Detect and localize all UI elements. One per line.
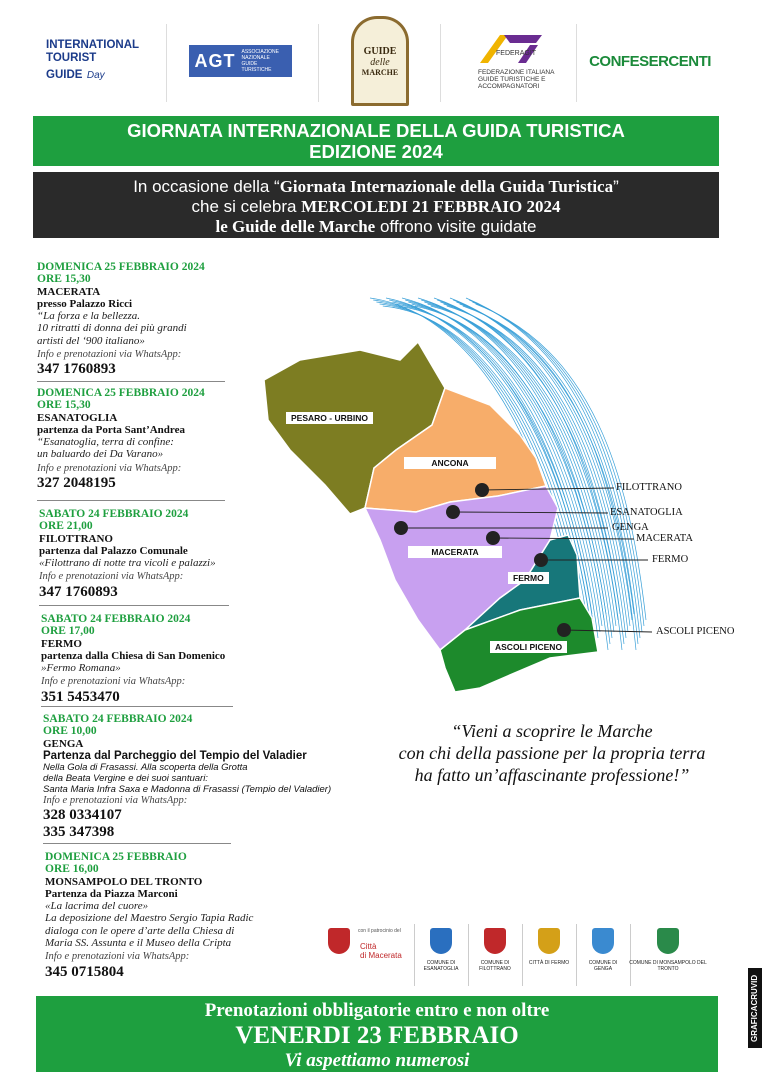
city-ascoli-piceno: ASCOLI PICENO (656, 626, 735, 637)
event-info: Info e prenotazioni via WhatsApp: (37, 462, 182, 474)
esanatoglia-crest-icon (430, 928, 452, 954)
intro-a2: Giornata Internazionale della Guida Turistica (279, 177, 614, 196)
macerata-name1: Città (360, 942, 377, 951)
macerata-crest-icon (328, 928, 350, 954)
crest-fermo (526, 928, 572, 966)
event-time: ORE 17,00 (41, 625, 95, 638)
label-ascoli-piceno: ASCOLI PICENO (490, 641, 567, 653)
intro-b2: MERCOLEDI 21 FEBBRAIO 2024 (301, 197, 561, 216)
event-time: ORE 21,00 (39, 520, 93, 533)
event-info: Info e prenotazioni via WhatsApp: (41, 676, 186, 688)
event-phone[interactable]: 327 2048195 (37, 475, 116, 492)
federagit-name: FEDERAGIT (496, 49, 537, 57)
intro-c1: le Guide delle Marche (215, 217, 376, 236)
event-date: SABATO 24 FEBBRAIO 2024 (43, 713, 193, 725)
event-place: GENGA (43, 737, 84, 750)
agt-sub: ASSOCIAZIONE NAZIONALE GUIDE TURISTICHE (241, 49, 280, 73)
event-where: partenza da Porta Sant’Andrea (37, 423, 185, 436)
macerata-name (360, 942, 402, 960)
federagit-logo (478, 18, 568, 104)
event-desc: un baluardo dei Da Varano» (37, 448, 164, 461)
event-phone[interactable]: 328 0334107 (43, 807, 122, 824)
crest-genga (580, 928, 626, 972)
event-info: Info e prenotazioni via WhatsApp: (39, 571, 184, 583)
event-place: MACERATA (37, 285, 101, 298)
event-desc: “La forza e la bellezza. (37, 310, 140, 323)
city-macerata: MACERATA (636, 533, 693, 544)
macerata-patronage-text: con il patrocinio del (358, 928, 401, 934)
city-esanatoglia: ESANATOGLIA (610, 507, 683, 518)
event-time: ORE 15,30 (37, 399, 91, 412)
event-desc: Maria SS. Assunta e il Museo della Cripta (45, 937, 232, 950)
crest-separator (468, 924, 469, 986)
event-time: ORE 16,00 (45, 863, 99, 876)
event-desc: artisti del ‘900 italiano» (37, 334, 145, 347)
event-time: ORE 10,00 (43, 725, 97, 738)
itg-line2: TOURIST (46, 52, 97, 64)
event-place: MONSAMPOLO DEL TRONTO (45, 875, 203, 888)
crest-macerata (326, 928, 352, 954)
intro-a3: ” (613, 177, 619, 196)
title-banner (33, 116, 719, 166)
quote-line2: con chi della passione per la propria terra (398, 743, 706, 763)
confesercenti-logo (590, 18, 710, 104)
gdm-line3: MARCHE (361, 67, 399, 77)
crest-label: CITTÀ DI FERMO (528, 960, 570, 966)
footer-banner (36, 996, 718, 1072)
quote-line3: ha fatto un’affascinante professione!” (414, 765, 690, 785)
event-date: DOMENICA 25 FEBBRAIO 2024 (37, 261, 205, 273)
event-esanatoglia (37, 387, 237, 492)
guide-marche-logo (350, 18, 410, 104)
federagit-sub: FEDERAZIONE ITALIANA GUIDE TURISTICHE E ACCOMPAGNATORI (478, 68, 555, 90)
intro-a1: In occasione della “ (133, 177, 280, 196)
event-monsampolo (45, 851, 315, 981)
gdm-line1: GUIDE (363, 45, 397, 57)
event-place: FERMO (41, 637, 82, 650)
event-place: FILOTTRANO (39, 532, 113, 545)
event-phone[interactable]: 351 5453470 (41, 688, 120, 705)
event-genga (43, 713, 343, 841)
logo-separator (318, 24, 319, 102)
event-divider (37, 500, 225, 501)
event-info: Info e prenotazioni via WhatsApp: (37, 349, 182, 361)
city-fermo: FERMO (652, 554, 689, 565)
city-genga: GENGA (612, 522, 649, 533)
filottrano-crest-icon (484, 928, 506, 954)
logo-separator (166, 24, 167, 102)
event-place: ESANATOGLIA (37, 411, 118, 424)
event-fermo (41, 613, 281, 706)
intro-c2: offrono visite guidate (375, 217, 537, 236)
logo-separator (576, 24, 577, 102)
itg-day: Day (86, 70, 105, 81)
event-divider (41, 706, 233, 707)
event-desc: »Fermo Romana» (41, 662, 121, 675)
macerata-name2: di Macerata (360, 951, 402, 960)
event-desc: 10 ritratti di donna dei più grandi (37, 322, 187, 335)
footer-line2: VENERDI 23 FEBBRAIO (235, 1022, 519, 1049)
event-time: ORE 15,30 (37, 273, 91, 286)
event-desc: Santa Maria Infra Saxa e Madonna di Frasassi (Tempio del Valadier) (43, 784, 332, 796)
itg-line1: INTERNATIONAL (46, 39, 140, 51)
label-ancona: ANCONA (404, 457, 496, 469)
event-divider (37, 381, 225, 382)
confesercenti-name: CONFESERCENTI (589, 52, 711, 70)
label-macerata: MACERATA (408, 546, 502, 558)
event-info: Info e prenotazioni via WhatsApp: (45, 951, 190, 963)
event-desc: «Filottrano di notte tra vicoli e palazzi» (39, 557, 216, 570)
event-date: DOMENICA 25 FEBBRAIO (45, 851, 187, 863)
quote-line1: “Vieni a scoprire le Marche (451, 721, 653, 741)
intro-b1: che si celebra (191, 197, 302, 216)
event-date: SABATO 24 FEBBRAIO 2024 (39, 508, 189, 520)
patronage-crests (322, 924, 722, 986)
agt-logo (184, 18, 296, 104)
fermo-crest-icon (538, 928, 560, 954)
event-where: Partenza dal Parcheggio del Tempio del Valadier (43, 749, 307, 762)
event-desc: «La lacrima del cuore» (45, 900, 149, 913)
crest-esanatoglia (418, 928, 464, 972)
event-divider (43, 843, 231, 844)
event-desc: La deposizione del Maestro Sergio Tapia Radic (45, 912, 254, 925)
logo-row (0, 0, 768, 112)
event-divider (39, 605, 229, 606)
federagit-symbol-icon (478, 33, 544, 65)
event-desc: dialoga con le opere d’arte della Chiesa di (45, 924, 235, 937)
event-where: Partenza da Piazza Marconi (45, 887, 178, 900)
crest-label: COMUNE DI GENGA (588, 960, 618, 972)
event-phone[interactable]: 347 1760893 (39, 583, 118, 600)
gdm-line2: delle (370, 56, 390, 68)
event-where: partenza dalla Chiesa di San Domenico (41, 649, 226, 662)
event-info: Info e prenotazioni via WhatsApp: (43, 795, 188, 807)
event-where: partenza dal Palazzo Comunale (39, 544, 188, 557)
intro-box (33, 172, 719, 238)
crest-label: COMUNE DI ESANATOGLIA (423, 960, 459, 972)
event-phone[interactable]: 347 1760893 (37, 361, 116, 378)
crest-label: COMUNE DI MONSAMPOLO DEL TRONTO (629, 960, 707, 972)
event-date: DOMENICA 25 FEBBRAIO 2024 (37, 387, 205, 399)
monsampolo-crest-icon (657, 928, 679, 954)
event-phone[interactable]: 335 347398 (43, 824, 115, 841)
city-filottrano: FILOTTRANO (616, 482, 682, 493)
crest-separator (576, 924, 577, 986)
label-pesaro-urbino: PESARO - URBINO (286, 412, 373, 424)
event-date: SABATO 24 FEBBRAIO 2024 (41, 613, 191, 625)
footer-line1: Prenotazioni obbligatorie entro e non oltre (204, 1000, 550, 1021)
title-line1: GIORNATA INTERNAZIONALE DELLA GUIDA TURISTICA (127, 120, 625, 141)
crest-filottrano (472, 928, 518, 972)
event-desc: Nella Gola di Frasassi. Alla scoperta della Grotta (43, 762, 248, 774)
itg-line3: GUIDE (46, 69, 83, 81)
crest-monsampolo (628, 928, 708, 972)
event-desc: della Beata Vergine e dei suoi santuari: (43, 773, 208, 785)
crest-label: COMUNE DI FILOTTRANO (479, 960, 511, 972)
footer-line3: Vi aspettiamo numerosi (284, 1050, 470, 1071)
event-phone[interactable]: 345 0715804 (45, 963, 124, 980)
crest-separator (522, 924, 523, 986)
logo-separator (440, 24, 441, 102)
title-line2: EDIZIONE 2024 (309, 141, 443, 162)
itg-day-logo (46, 18, 154, 104)
agt-name: AGT (194, 50, 236, 71)
quote (372, 720, 732, 786)
event-filottrano (39, 508, 259, 601)
crest-separator (414, 924, 415, 986)
genga-crest-icon (592, 928, 614, 954)
label-fermo: FERMO (508, 572, 549, 584)
graphic-credit: GRAFICACRUVID (748, 968, 762, 1048)
event-where: presso Palazzo Ricci (37, 297, 133, 310)
event-macerata (37, 261, 237, 378)
event-desc: “Esanatoglia, terra di confine: (37, 436, 174, 449)
